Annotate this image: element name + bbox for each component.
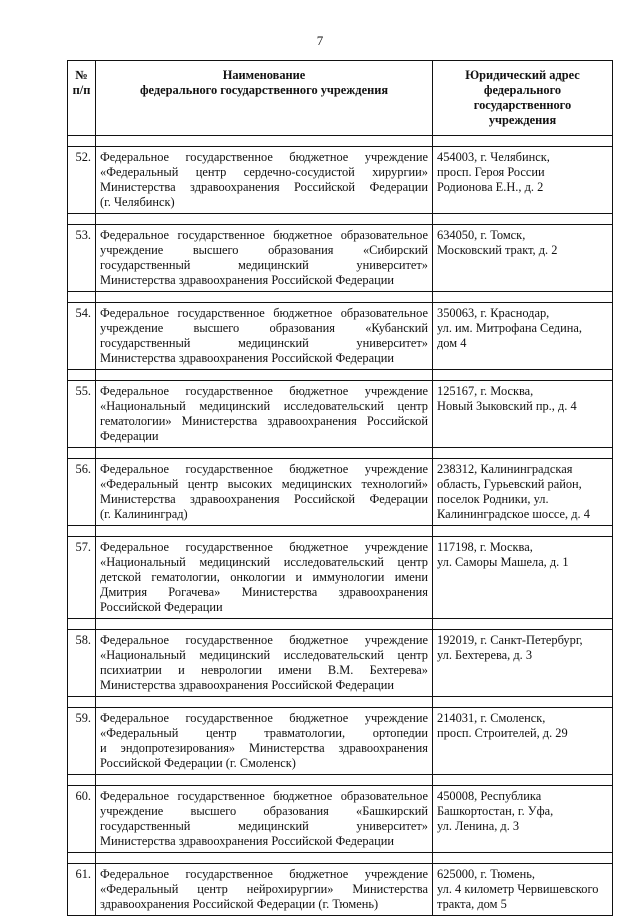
- legal-address-line: 625000, г. Тюмень,: [437, 867, 536, 881]
- spacer-cell: [96, 214, 433, 225]
- spacer-cell: [96, 697, 433, 708]
- legal-address-line: ул. им. Митрофана Седина,: [437, 321, 582, 335]
- row-spacer: [68, 292, 613, 303]
- institution-name-line: здравоохранения Российской Федерации (г. Тюмень): [100, 897, 379, 911]
- legal-address-line: ул. 4 километр Червишевского: [437, 882, 599, 896]
- legal-address-line: дом 4: [437, 336, 467, 350]
- legal-address-line: 350063, г. Краснодар,: [437, 306, 550, 320]
- institution-name-line: Министерства здравоохранения Российской Федерации: [100, 834, 394, 848]
- legal-address-line: Калининградское шоссе, д. 4: [437, 507, 590, 521]
- spacer-cell: [96, 853, 433, 864]
- spacer-cell: [68, 370, 96, 381]
- institutions-table: [67, 60, 613, 916]
- row-number: 54.: [68, 303, 96, 370]
- institution-name-line: Федеральное государственное бюджетное учреждение: [100, 540, 428, 554]
- institution-name: [96, 381, 433, 448]
- spacer-cell: [433, 697, 613, 708]
- row-spacer: [68, 370, 613, 381]
- institution-name-line: Министерства здравоохранения Российской Федерации: [100, 180, 428, 194]
- institution-name-line: (г. Челябинск): [100, 195, 175, 209]
- institution-name-line: детской гематологии, онкологии и иммунологии имени: [100, 570, 428, 584]
- institution-name-line: учреждение высшего образования «Кубанский: [100, 321, 428, 335]
- institution-name-line: Федеральное государственное бюджетное учреждение: [100, 150, 428, 164]
- legal-address-line: область, Гурьевский район,: [437, 477, 582, 491]
- row-spacer: [68, 619, 613, 630]
- legal-address-line: 192019, г. Санкт-Петербург,: [437, 633, 583, 647]
- legal-address: [433, 708, 613, 775]
- institution-name-line: «Национальный медицинский исследовательский центр: [100, 399, 428, 413]
- row-number: 57.: [68, 537, 96, 619]
- institution-name-line: «Федеральный центр высоких медицинских технологий»: [100, 477, 428, 491]
- spacer-cell: [433, 853, 613, 864]
- header-address-line: Юридический адрес: [465, 68, 580, 82]
- legal-address: [433, 864, 613, 916]
- legal-address-line: Московский тракт, д. 2: [437, 243, 558, 257]
- legal-address-line: просп. Героя России: [437, 165, 545, 179]
- spacer-cell: [96, 775, 433, 786]
- institution-name-line: и эндопротезирования» Министерства здравоохранения: [100, 741, 428, 755]
- legal-address: [433, 630, 613, 697]
- spacer-cell: [96, 136, 433, 147]
- legal-address: [433, 225, 613, 292]
- legal-address: [433, 303, 613, 370]
- spacer-cell: [433, 214, 613, 225]
- institution-name-line: Федерации: [100, 429, 159, 443]
- institution-name-line: учреждение высшего образования «Башкирский: [100, 804, 428, 818]
- institution-name-line: Российской Федерации: [100, 600, 223, 614]
- institution-name-line: Федеральное государственное бюджетное учреждение: [100, 867, 428, 881]
- institution-name-line: Федеральное государственное бюджетное образовательное: [100, 306, 428, 320]
- spacer-cell: [68, 697, 96, 708]
- table-row: [68, 147, 613, 214]
- institution-name-line: Министерства здравоохранения Российской Федерации: [100, 492, 428, 506]
- spacer-cell: [96, 370, 433, 381]
- institution-name-line: Министерства здравоохранения Российской Федерации: [100, 273, 394, 287]
- legal-address-line: 125167, г. Москва,: [437, 384, 534, 398]
- institution-name-line: Федеральное государственное бюджетное образовательное: [100, 789, 428, 803]
- legal-address-line: 634050, г. Томск,: [437, 228, 526, 242]
- spacer-cell: [433, 370, 613, 381]
- table-row: [68, 459, 613, 526]
- legal-address: [433, 537, 613, 619]
- legal-address-line: ул. Саморы Машела, д. 1: [437, 555, 569, 569]
- spacer-cell: [96, 292, 433, 303]
- row-spacer: [68, 697, 613, 708]
- row-number: 58.: [68, 630, 96, 697]
- header-address-line: государственного: [473, 98, 572, 112]
- institution-name-line: государственный медицинский университет»: [100, 819, 428, 833]
- row-spacer: [68, 448, 613, 459]
- table-body: [68, 136, 613, 916]
- institution-name-line: (г. Калининград): [100, 507, 188, 521]
- legal-address: [433, 147, 613, 214]
- row-number: 61.: [68, 864, 96, 916]
- institution-name-line: «Национальный медицинский исследовательский центр: [100, 648, 428, 662]
- legal-address: [433, 786, 613, 853]
- spacer-cell: [68, 526, 96, 537]
- institution-name-line: Федеральное государственное бюджетное учреждение: [100, 462, 428, 476]
- institution-name-line: «Национальный медицинский исследовательский центр: [100, 555, 428, 569]
- table-header-row: [68, 61, 613, 136]
- legal-address-line: поселок Родники, ул.: [437, 492, 549, 506]
- institution-name-line: Федеральное государственное бюджетное образовательное: [100, 228, 428, 242]
- table-row: [68, 864, 613, 916]
- spacer-cell: [68, 448, 96, 459]
- institution-name-line: государственный медицинский университет»: [100, 336, 428, 350]
- legal-address-line: Башкортостан, г. Уфа,: [437, 804, 554, 818]
- header-name: [96, 61, 433, 136]
- row-spacer: [68, 853, 613, 864]
- legal-address-line: ул. Бехтерева, д. 3: [437, 648, 533, 662]
- spacer-cell: [68, 136, 96, 147]
- institution-name-line: «Федеральный центр нейрохирургии» Министерства: [100, 882, 428, 896]
- spacer-cell: [96, 619, 433, 630]
- institution-name: [96, 786, 433, 853]
- row-number: 60.: [68, 786, 96, 853]
- spacer-cell: [68, 619, 96, 630]
- legal-address-line: 454003, г. Челябинск,: [437, 150, 550, 164]
- legal-address-line: тракта, дом 5: [437, 897, 507, 911]
- spacer-cell: [433, 136, 613, 147]
- row-number: 59.: [68, 708, 96, 775]
- row-spacer: [68, 214, 613, 225]
- spacer-cell: [68, 853, 96, 864]
- institution-name-line: учреждение высшего образования «Сибирский: [100, 243, 428, 257]
- institution-name-line: «Федеральный центр травматологии, ортопедии: [100, 726, 428, 740]
- header-number: [68, 61, 96, 136]
- legal-address: [433, 381, 613, 448]
- spacer-cell: [96, 448, 433, 459]
- row-spacer: [68, 136, 613, 147]
- institution-name-line: Дмитрия Рогачева» Министерства здравоохранения: [100, 585, 428, 599]
- institution-name: [96, 864, 433, 916]
- legal-address-line: Родионова Е.Н., д. 2: [437, 180, 544, 194]
- spacer-cell: [68, 292, 96, 303]
- row-number: 56.: [68, 459, 96, 526]
- legal-address-line: Новый Зыковский пр., д. 4: [437, 399, 577, 413]
- page-number: 7: [316, 33, 324, 48]
- spacer-cell: [433, 292, 613, 303]
- header-name-line: федерального государственного учреждения: [139, 83, 389, 97]
- legal-address-line: 214031, г. Смоленск,: [437, 711, 546, 725]
- spacer-cell: [68, 775, 96, 786]
- institution-name: [96, 708, 433, 775]
- header-number-line: п/п: [72, 83, 91, 97]
- spacer-cell: [433, 775, 613, 786]
- row-number: 55.: [68, 381, 96, 448]
- institution-name: [96, 630, 433, 697]
- table-row: [68, 225, 613, 292]
- row-number: 52.: [68, 147, 96, 214]
- spacer-cell: [433, 619, 613, 630]
- header-address-line: учреждения: [488, 113, 557, 127]
- header-address: [433, 61, 613, 136]
- table-row: [68, 537, 613, 619]
- spacer-cell: [68, 214, 96, 225]
- institution-name: [96, 147, 433, 214]
- spacer-cell: [433, 526, 613, 537]
- row-number: 53.: [68, 225, 96, 292]
- institution-name: [96, 537, 433, 619]
- table-row: [68, 303, 613, 370]
- legal-address-line: 238312, Калининградская: [437, 462, 573, 476]
- header-name-line: Наименование: [222, 68, 306, 82]
- row-spacer: [68, 526, 613, 537]
- table-row: [68, 381, 613, 448]
- legal-address-line: просп. Строителей, д. 29: [437, 726, 568, 740]
- institution-name-line: Федеральное государственное бюджетное учреждение: [100, 384, 428, 398]
- table-row: [68, 708, 613, 775]
- institution-name-line: гематологии» Министерства здравоохранения Российской: [100, 414, 428, 428]
- institution-name-line: психиатрии и неврологии имени В.М. Бехтерева»: [100, 663, 428, 677]
- header-address-line: федерального: [483, 83, 562, 97]
- institution-name-line: государственный медицинский университет»: [100, 258, 428, 272]
- institution-name-line: Федеральное государственное бюджетное учреждение: [100, 633, 428, 647]
- row-spacer: [68, 775, 613, 786]
- institution-name-line: «Федеральный центр сердечно-сосудистой хирургии»: [100, 165, 428, 179]
- spacer-cell: [96, 526, 433, 537]
- institution-name-line: Министерства здравоохранения Российской Федерации: [100, 678, 394, 692]
- institution-name-line: Министерства здравоохранения Российской Федерации: [100, 351, 394, 365]
- header-number-line: №: [75, 68, 88, 82]
- spacer-cell: [433, 448, 613, 459]
- institution-name: [96, 459, 433, 526]
- institution-name: [96, 303, 433, 370]
- legal-address-line: 450008, Республика: [437, 789, 542, 803]
- table-row: [68, 630, 613, 697]
- legal-address: [433, 459, 613, 526]
- institution-name-line: Российской Федерации (г. Смоленск): [100, 756, 296, 770]
- institution-name-line: Федеральное государственное бюджетное учреждение: [100, 711, 428, 725]
- legal-address-line: ул. Ленина, д. 3: [437, 819, 520, 833]
- legal-address-line: 117198, г. Москва,: [437, 540, 533, 554]
- table-row: [68, 786, 613, 853]
- institution-name: [96, 225, 433, 292]
